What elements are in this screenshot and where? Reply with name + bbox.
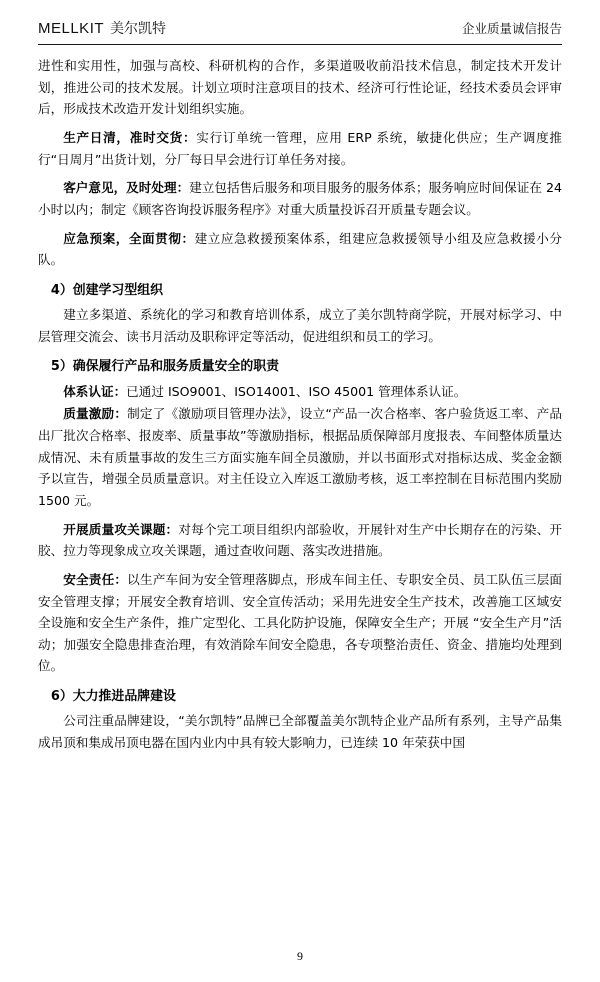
paragraph-continued: 进性和实用性，加强与高校、科研机构的合作，多渠道吸收前沿技术信息，制定技术开发计划，推进公司的技术发展。计划立项时注意项目的技术、经济可行性论证，经技术委员会评审后，形成技术改造开发计划组织实施。 bbox=[38, 58, 562, 117]
paragraph-customer-feedback bbox=[38, 177, 562, 220]
heading-brand-building: 6）大力推进品牌建设 bbox=[50, 689, 176, 705]
paragraph-emergency-plan-text: 建立应急救援预案体系，组建应急救援领导小组及应急救援小分队。 bbox=[38, 230, 563, 268]
paragraph-production-text: 实行订单统一管理，应用 ERP 系统，敏捷化供应；生产调度推行“日周月”出货计划，分厂每日早会进行订单任务对接。 bbox=[38, 129, 563, 167]
header-divider bbox=[38, 44, 562, 45]
page-number: 9 bbox=[297, 949, 303, 963]
page-header bbox=[38, 18, 562, 44]
paragraph-system-certification bbox=[38, 381, 562, 403]
paragraph-emergency-plan-lead: 应急预案，全面贯彻： bbox=[63, 230, 195, 246]
paragraph-quality-projects bbox=[38, 519, 562, 562]
paragraph-learning-organization: 建立多渠道、系统化的学习和教育培训体系，成立了美尔凯特商学院，开展对标学习、中层管理交流会、读书月活动及职称评定等活动，促进组织和员工的学习。 bbox=[38, 307, 562, 344]
paragraph-quality-projects-lead: 开展质量攻关课题： bbox=[63, 521, 179, 537]
brand-block bbox=[38, 18, 166, 38]
paragraph-production bbox=[38, 127, 562, 170]
paragraph-quality-incentive-text: 制定了《激励项目管理办法》，设立“产品一次合格率、客户验货返工率、产品出厂批次合格率、报废率、质量事故”等激励指标，根据品质保障部月度报表、车间整体质量达成情况、未有质量事故的发生三方面实施车间全员激励，并以书面形式对指标达成、奖金金额予以宣告，增强全员质量意识。对主任设立入库返工激励考核，返工率控制在目标范围内奖励 1500 元。 bbox=[38, 406, 562, 508]
brand-chinese-name: 美尔凯特 bbox=[110, 21, 167, 37]
paragraph-system-certification-text: 已通过 ISO9001、ISO14001、ISO 45001 管理体系认证。 bbox=[126, 383, 467, 399]
paragraph-safety-responsibility-lead: 安全责任： bbox=[63, 571, 128, 587]
paragraph-customer-feedback-text: 建立包括售后服务和项目服务的服务体系；服务响应时间保证在 24 小时以内；制定《顾客咨询投诉服务程序》对重大质量投诉召开质量专题会议。 bbox=[38, 180, 563, 217]
paragraph-safety-responsibility-text: 以生产车间为安全管理落脚点，形成车间主任、专职安全员、员工队伍三层面安全管理支撑；开展安全教育培训、安全宣传活动；采用先进安全生产技术，改善施工区域安全设施和安全生产条件，推广定型化、工具化防护设施，保障安全生产；开展 “安全生产月”活动；加强安全隐患排查治理，有效消除车间安全隐患，各专项整治责任、资金、措施均处理到位。 bbox=[38, 571, 563, 674]
paragraph-system-certification-lead: 体系认证： bbox=[63, 383, 127, 399]
paragraph-quality-incentive bbox=[38, 403, 562, 511]
paragraph-customer-feedback-lead: 客户意见，及时处理： bbox=[63, 180, 190, 196]
paragraph-emergency-plan bbox=[38, 228, 562, 271]
brand-latin-name: MELLKIT bbox=[38, 20, 105, 37]
paragraph-brand-building: 公司注重品牌建设，“美尔凯特”品牌已全部覆盖美尔凯特企业产品所有系列，主导产品集成吊顶和集成吊顶电器在国内业内中具有较大影响力，已连续 10 年荣获中国 bbox=[38, 713, 562, 750]
paragraph-safety-responsibility bbox=[38, 569, 562, 677]
heading-learning-organization: 4）创建学习型组织 bbox=[50, 282, 163, 298]
paragraph-production-lead: 生产日清，准时交货： bbox=[63, 129, 197, 145]
paragraph-quality-incentive-lead: 质量激励： bbox=[63, 406, 128, 422]
document-body bbox=[38, 55, 562, 754]
document-title: 企业质量诚信报告 bbox=[461, 21, 562, 36]
paragraph-quality-projects-text: 对每个完工项目组织内部验收，开展针对生产中长期存在的污染、开胶、拉力等现象成立攻关课题，通过查收问题、落实改进措施。 bbox=[38, 521, 563, 559]
heading-quality-safety-duty: 5）确保履行产品和服务质量安全的职责 bbox=[50, 359, 279, 375]
